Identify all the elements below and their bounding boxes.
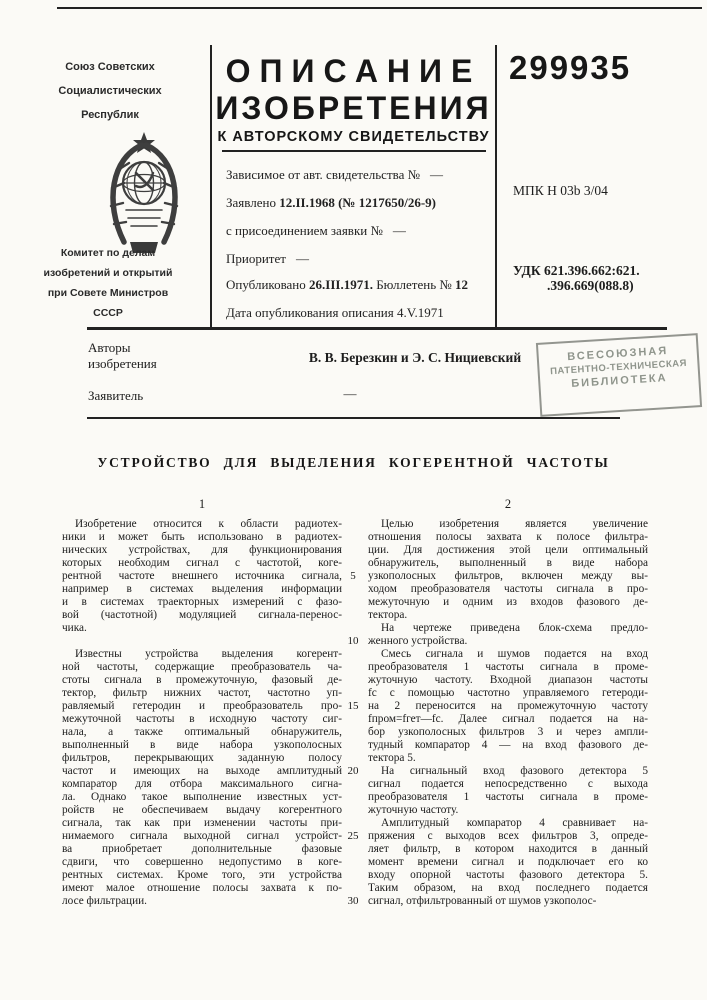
udk-line2: .396.669(088.8): [547, 278, 634, 293]
filed-date: 12.II.1968: [279, 195, 335, 210]
priority-label: Приоритет: [226, 251, 286, 266]
mpk-class: МПК Н 03b 3/04: [513, 183, 608, 198]
authors-bottom-rule: [87, 417, 620, 419]
text-line: ники и может быть использовано в радиотех-: [62, 531, 342, 543]
subtitle-rule: [222, 150, 486, 152]
paragraph: [368, 622, 648, 648]
authors-label: Авторы изобретения: [88, 340, 157, 371]
text-line: Целью изобретения является увеличение: [381, 518, 648, 530]
body-column-2: [368, 497, 648, 908]
stamp-line3: БИБЛИОТЕКА: [570, 372, 668, 390]
library-stamp: [536, 333, 702, 417]
document-header: [0, 45, 707, 330]
joined-line: [226, 223, 488, 239]
gutter-line-number: 25: [347, 830, 359, 842]
invention-title: УСТРОЙСТВО ДЛЯ ВЫДЕЛЕНИЯ КОГЕРЕНТНОЙ ЧАСТОТЫ: [97, 455, 610, 470]
applicant-label: Заявитель: [88, 388, 144, 403]
udk-value1: 621.396.662:621.: [544, 263, 640, 278]
text-line: межуточную и одним из входов фазового де-: [368, 596, 648, 608]
text-line: Таким образом, на вход последнего подается: [368, 882, 648, 894]
header-left-column: [0, 45, 210, 330]
text-line: бор узкополосных фильтров 3 и через ампли-: [368, 726, 648, 738]
text-line: преобразователя 1 частоты сигнала в проме-: [368, 791, 648, 803]
column-2-text: [368, 518, 648, 908]
text-line: равляемый гетеродин и преобразователь про-: [62, 700, 342, 712]
paragraph: [368, 648, 648, 765]
document-number: 299935: [509, 49, 632, 86]
text-line: нимаемого сигнала выходной сигнал устройст-: [62, 830, 342, 842]
udk-class: [513, 263, 640, 293]
text-line: тектор, фильтр нижних частот, частотно уп-: [62, 687, 342, 699]
joined-value: —: [392, 223, 406, 238]
text-line: стоты сигнала в промежуточную, фазовый де-: [62, 674, 342, 686]
text-line: ла. Однако такое выполнение известных уст-: [62, 791, 342, 803]
gutter-line-number: 15: [347, 700, 359, 712]
text-line: пряжения с выходов всех фильтров 3, опреде-: [368, 830, 648, 842]
text-line: ции. Для достижения этой цели оптимальный: [368, 544, 648, 556]
paragraph: [62, 648, 342, 908]
paragraph: [368, 518, 648, 622]
text-line: сигнал, отфильтрованный от шумов узкополос-: [368, 895, 597, 907]
text-line: Известны устройства выделения когерент-: [75, 648, 342, 660]
pub-desc-date: 4.V.1971: [396, 305, 444, 320]
text-line: выполненный в виде набора узкополосных: [62, 739, 342, 751]
text-line: которых необходим сигнал с частотой, коге-: [62, 557, 342, 569]
doc-subtype: К АВТОРСКОМУ СВИДЕТЕЛЬСТВУ: [217, 129, 490, 145]
doc-type-line2: ИЗОБРЕТЕНИЯ: [215, 90, 492, 126]
committee-name: Комитет по делам изобретений и открытий при Совете Министров СССР: [43, 247, 173, 319]
text-line: нала, а также оптимальный обнаружитель,: [62, 726, 342, 738]
pub-desc-label: Дата опубликования описания: [226, 305, 394, 320]
text-line: тектора 5.: [368, 752, 416, 764]
text-line: ройств не обеспечиваем выдачу когерентного: [62, 804, 342, 816]
ussr-emblem-icon: [98, 130, 190, 258]
filed-line: [226, 195, 488, 211]
column-1-number: 1: [198, 497, 206, 511]
bulletin-number: 12: [455, 277, 469, 292]
text-line: нических устройствах, для функционирования: [62, 544, 342, 556]
text-line: отношения полосы захвата к полосе фильтра-: [368, 531, 648, 543]
joined-label: с присоединением заявки №: [226, 223, 383, 238]
published-label: Опубликовано: [226, 277, 306, 292]
text-line: Амплитудный компаратор 4 сравнивает на-: [381, 817, 648, 829]
text-line: момент времени сигнал и подключает его ко: [368, 856, 648, 868]
text-line: узкополосных фильтров, включен между вы-: [368, 570, 648, 582]
country-name: Союз Советских Социалистических Республик: [58, 61, 162, 121]
gutter-line-number: 30: [347, 895, 359, 907]
text-line: лосе фильтрации.: [62, 895, 147, 907]
text-line: тудный компаратор 4 — на вход фазового де-: [368, 739, 648, 751]
text-line: ва приобретает дополнительные фазовые: [62, 843, 342, 855]
authors-block: [0, 338, 707, 417]
filed-label: Заявлено: [226, 195, 276, 210]
text-line: fпром=fгет—fс. Далее сигнал подается на на-: [368, 713, 648, 725]
text-line: межуточной частоты в исходную частоту сиг-: [62, 713, 342, 725]
text-line: на 2 переносится на промежуточную частоту: [368, 700, 648, 712]
paragraph: [368, 765, 648, 817]
text-line: ляет фильтр, в котором находится в данный: [368, 843, 648, 855]
column-2-number: 2: [504, 497, 512, 511]
text-line: рентных системах. Кроме того, эти устройства: [62, 869, 342, 881]
dependent-value: —: [430, 167, 444, 182]
header-bottom-rule: [87, 327, 667, 330]
text-line: имеют малое отношение полосы захвата к по-: [62, 882, 342, 894]
text-line: Изобретение относится к области радиотех-: [75, 518, 342, 530]
priority-line: [226, 251, 488, 267]
text-line: фильтров, перекрывающих заданную полосу: [62, 752, 342, 764]
authors-names: В. В. Березкин и Э. С. Нициевский: [308, 350, 522, 365]
paragraph: [62, 518, 342, 635]
text-line: жуточную частоту. Входной диапазон частоты: [368, 674, 648, 686]
text-line: тектора.: [368, 609, 408, 621]
text-line: сигнал подается непосредственно с выхода: [368, 778, 648, 790]
filed-number: (№ 1217650/26-9): [338, 195, 436, 210]
text-line: сигнала, так как при изменении частоты при-: [62, 817, 342, 829]
header-middle-column: [210, 45, 497, 330]
text-line: сдвиги, что совершенно недопустимо в коге-: [62, 856, 342, 868]
text-line: обнаружитель, выполненный в виде набора: [368, 557, 648, 569]
text-line: Смесь сигнала и шумов подается на вход: [381, 648, 648, 660]
text-line: и в системах траекторных измерений с фазо-: [62, 596, 342, 608]
dependent-line: [226, 167, 488, 183]
body-column-1: [62, 497, 342, 908]
pub-desc-line: [226, 305, 488, 321]
text-line: На чертеже приведена блок-схема предло-: [381, 622, 648, 634]
stamp-line2: ПАТЕНТНО-ТЕХНИЧЕСКАЯ: [549, 357, 688, 378]
text-line: На сигнальный вход фазового детектора 5: [381, 765, 648, 777]
text-line: компаратор для отбора максимального сигна-: [62, 778, 342, 790]
text-line: рентной частоте внешнего источника сигнала,: [62, 570, 342, 582]
text-line: жуточную частоту.: [368, 804, 459, 816]
header-right-column: [497, 45, 707, 330]
paragraph: [368, 817, 648, 908]
udk-line1: [513, 263, 640, 278]
dependent-label: Зависимое от авт. свидетельства №: [226, 167, 421, 182]
text-line: женного устройства.: [368, 635, 468, 647]
text-line: частот и имеющих на выходе амплитудный: [62, 765, 342, 777]
priority-value: —: [295, 251, 309, 266]
text-line: fс с помощью частотно управляемого гетероди-: [368, 687, 648, 699]
text-line: например в системах выделения информации: [62, 583, 342, 595]
udk-label: УДК: [513, 263, 541, 278]
published-line: [226, 277, 488, 293]
stamp-line1: ВСЕСОЮЗНАЯ: [566, 344, 669, 364]
bulletin-label: Бюллетень №: [376, 277, 452, 292]
published-date: 26.III.1971.: [309, 277, 373, 292]
applicant-value: —: [343, 386, 357, 401]
gutter-line-number: 20: [347, 765, 359, 777]
text-line: чика.: [62, 622, 87, 634]
text-line: ходом преобразователя частоты сигнала в про-: [368, 583, 648, 595]
text-line: входу опорной частоты фазового детектора 5.: [368, 869, 648, 881]
text-line: вой (частотной) модуляцией сигнала-перенос-: [62, 609, 342, 621]
doc-type-line1: ОПИСАНИЕ: [225, 53, 482, 89]
top-rule: [57, 7, 702, 9]
text-line: ной частоты, содержащие преобразователь ча-: [62, 661, 342, 673]
text-line: преобразователя 1 частоты сигнала в проме-: [368, 661, 648, 673]
gutter-line-number: 5: [350, 570, 356, 582]
column-1-text: [62, 518, 342, 908]
gutter-line-number: 10: [347, 635, 359, 647]
